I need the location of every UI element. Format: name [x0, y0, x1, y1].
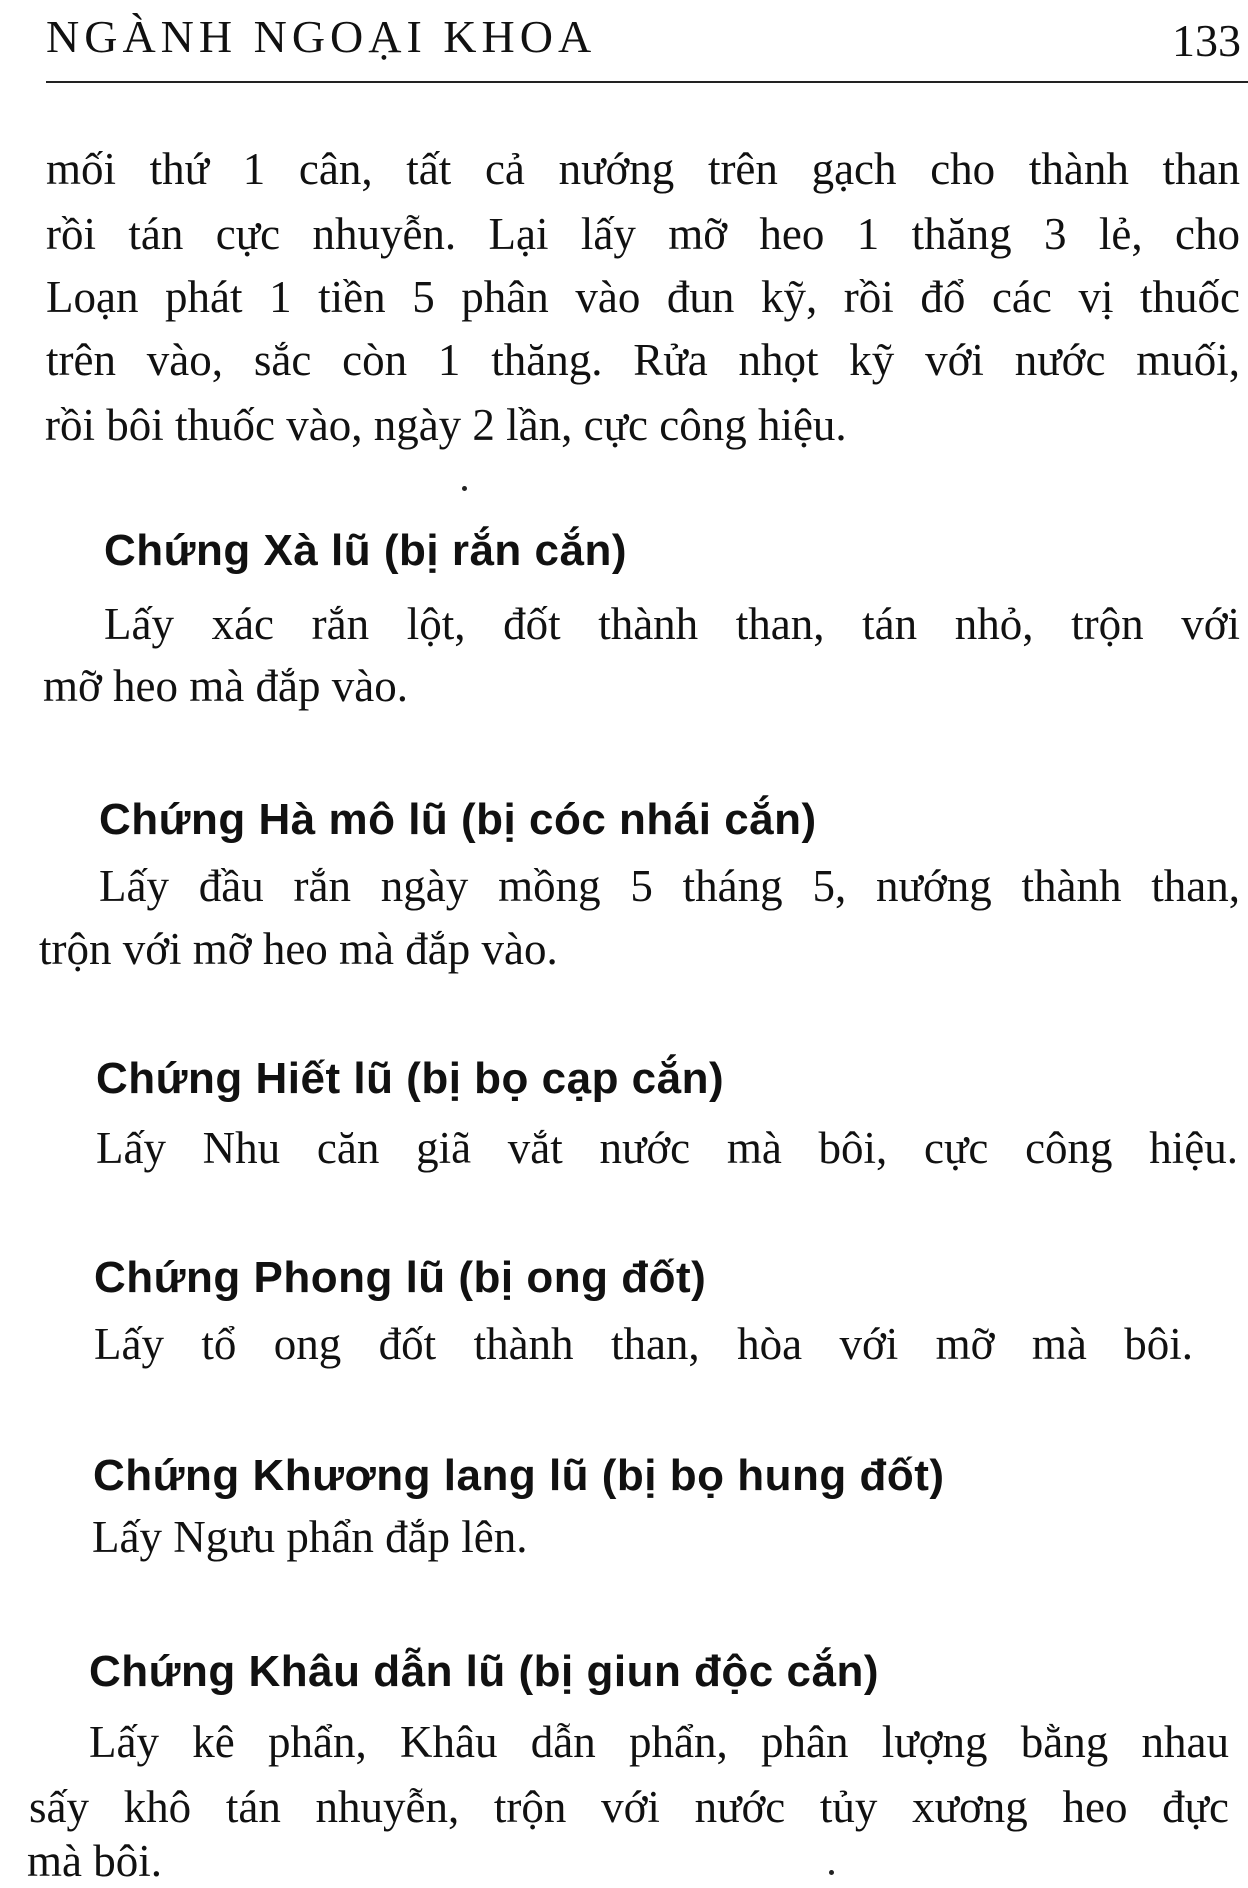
section-line: Lấy tổ ong đốt thành than, hòa với mỡ mà bôi. [94, 1319, 1193, 1369]
section-heading-phong-lu: Chứng Phong lũ (bị ong đốt) [94, 1253, 707, 1302]
section-line: Lấy đầu rắn ngày mồng 5 tháng 5, nướng thành than, [99, 861, 1240, 911]
section-heading-khau-dan-lu: Chứng Khâu dẫn lũ (bị giun độc cắn) [89, 1647, 879, 1696]
ink-speck [829, 1870, 834, 1875]
section-line: Lấy xác rắn lột, đốt thành than, tán nhỏ, trộn với [104, 599, 1240, 649]
section-line: Lấy kê phẩn, Khâu dẫn phẩn, phân lượng bằng nhau [89, 1717, 1229, 1767]
section-line: sấy khô tán nhuyễn, trộn với nước tủy xương heo đực [29, 1782, 1229, 1832]
section-heading-xa-lu: Chứng Xà lũ (bị rắn cắn) [104, 526, 628, 575]
intro-line: Loạn phát 1 tiền 5 phân vào đun kỹ, rồi đổ các vị thuốc [46, 272, 1240, 322]
intro-line: mối thứ 1 cân, tất cả nướng trên gạch cho thành than [46, 144, 1240, 194]
page-number: 133 [1172, 15, 1241, 66]
section-line: Lấy Nhu căn giã vắt nước mà bôi, cực công hiệu. [96, 1123, 1238, 1173]
header-rule [46, 81, 1248, 83]
section-line: Lấy Ngưu phẩn đắp lên. [92, 1512, 528, 1562]
intro-line: trên vào, sắc còn 1 thăng. Rửa nhọt kỹ với nước muối, [46, 335, 1240, 385]
section-heading-hiet-lu: Chứng Hiết lũ (bị bọ cạp cắn) [96, 1054, 725, 1103]
running-header-title: NGÀNH NGOẠI KHOA [46, 11, 597, 62]
ink-speck [462, 486, 467, 491]
intro-line: rồi bôi thuốc vào, ngày 2 lần, cực công hiệu. [45, 400, 847, 450]
section-line: trộn với mỡ heo mà đắp vào. [39, 924, 558, 974]
intro-line: rồi tán cực nhuyễn. Lại lấy mỡ heo 1 thăng 3 lẻ, cho [46, 209, 1240, 259]
section-heading-ha-mo-lu: Chứng Hà mô lũ (bị cóc nhái cắn) [99, 795, 817, 844]
section-line: mà bôi. [27, 1836, 162, 1886]
section-heading-khuong-lang-lu: Chứng Khương lang lũ (bị bọ hung đốt) [93, 1451, 945, 1500]
section-line: mỡ heo mà đắp vào. [43, 661, 408, 711]
